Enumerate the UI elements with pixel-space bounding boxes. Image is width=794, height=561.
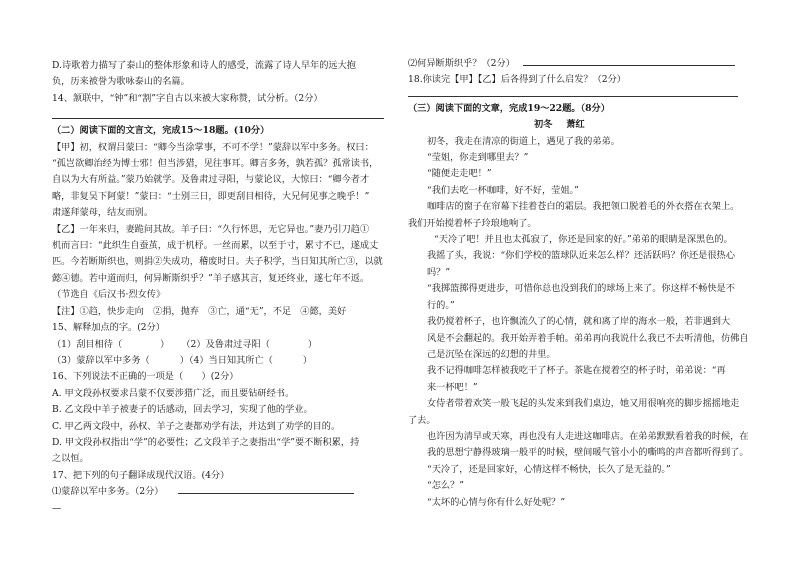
article-line: 我不记得咖啡怎样被我吃干了杯子。茶匙在搅着空的杯子时，弟弟说：“再 [427,365,726,377]
article-line: 我们开始搅着杯子玲琅地响了。 [408,217,537,229]
article-line: 了去。 [408,414,436,426]
article-line: “太坏的心情与你有什么好处呢？” [427,496,566,508]
article-line: 己是沉坠在深远的幻想的井里。 [427,348,556,360]
article-line: “天冷了吧！并且也太孤寂了，你还是回家的好。”弟弟的眼睛是深黑色的。 [434,234,733,246]
article-line: 我摇了头，我说：“你们学校的篮球队近来怎么样？还活跃吗？你还是很热心 [427,250,735,262]
answer-line-17-2 [523,56,735,66]
question-17: 17、把下列的句子翻译成现代汉语。(4分） [52,469,230,481]
article-body [408,134,748,511]
passage-notes: 【注】①趋，快步走向 ②捐，抛弃 ③亡，通“无”，不足 ④懿，美好 [52,305,347,317]
question-16: 16、下列说法不正确的一项是（ ）(2分） [52,371,239,383]
answer-line-17-1 [178,484,354,494]
article-line: “天冷了，还是回家好，心情这样不畅快，长久了是无益的。” [427,463,671,475]
section-2-title: （二）阅读下面的文言文，完成15～18题。(10分） [52,125,270,137]
article-line: 也许因为清早或天寒，再也没有人走进这咖啡店。在弟弟默默看着我的时候，在 [427,430,749,442]
article-line: 初冬，我走在清凉的街道上，遇见了我的弟弟。 [427,135,620,147]
question-15-row: （3）蒙辞以军中多务（ ）（4）当日知其所亡（ ） [52,354,313,366]
question-17-2: ⑵何异断斯织乎？（2分） [408,56,748,72]
article-line: “怎么？” [427,480,464,492]
question-14: 14、颔联中，“钟”和“割”字自古以来被大家称赞，试分析。（2分） [52,92,323,104]
left-column [52,58,384,517]
article-heading [408,117,748,133]
question-16-option: D. 甲文段孙权指出“学”的必要性；乙文段羊子之妻指出“学”要不断积累，持 [52,436,360,448]
article-line: “莹姐，你走到哪里去？” [427,152,529,164]
article-line: 来一杯吧！” [427,381,478,393]
article-line: “随便走走吧！” [427,168,492,180]
article-line: “我掷篮掷得更进步，可惜你总也没到我们的球场上来了。你这样不畅快是不 [427,283,735,295]
passage-jia-line: 自以为大有所益。”蒙乃始就学。及鲁肃过寻阳，与蒙论议，大惊曰：“卿今者才 [52,174,370,186]
article-line: 我的思想宁静得玻璃一般平的时候，壁间暖气管小小的嘶鸣的声音都听得到了。 [427,447,749,459]
right-column [408,56,748,511]
question-15: 15、解释加点的字。(2分） [52,322,165,334]
q15-item-label: （2）及鲁肃过寻阳（ [181,338,270,350]
question-16-option: C. 甲乙两文段中，孙权、羊子之妻都劝学有法，并达到了劝学的目的。 [52,420,341,432]
passage-jia-line: 肃遂拜蒙母，结友而别。 [52,207,154,219]
question-16-option: A. 甲文段孙权要求吕蒙不仅要涉猎广泛，而且要钻研经书。 [52,387,295,399]
article-title: 初冬 [534,119,553,131]
question-18: 18.你读完【甲】【乙】后各得到了什么启发？（2分） [408,74,626,86]
article-line: 我仍搅着杯子，也许飘流久了的心情，就和离了岸的海水一般，若非遇到大 [427,316,731,328]
answer-dash: — [52,502,62,514]
passage-jia-line: “孤岂欲卿治经为博士邪！但当涉猎，见往事耳。卿言多务，孰若孤？孤常读书， [52,158,379,170]
article-line: 吗？” [427,266,451,278]
passage-yi-line: 机而言曰：“此织生自蚕茧，成于机杼。一丝而累，以至于寸，累寸不已，遂成丈 [52,240,379,252]
question-16-option: 之以恒。 [52,453,89,465]
article-line: 女侍者带着欢笑一般飞起的头发来到我们桌边，她又用很响亮的脚步摇摇地走 [427,398,740,410]
question-15-row: （1）刮目相待（ ） （2）及鲁肃过寻阳（ ） [52,338,318,350]
passage-yi-line: 匹。今若断斯织也，则捐②失成功，稽废时日。夫子积学，当日知其所亡③，以就 [52,256,383,268]
article-line: 行的。” [427,299,455,311]
passage-yi-line: 懿④德。若中道而归，何异断斯织乎？”羊子感其言，复还终业，遂七年不返。 [52,272,370,284]
q15-item-label: （1）刮目相待（ [52,338,123,350]
option-d-line-1: D.诗歌着力描写了泰山的整体形象和诗人的感受，流露了诗人早年的远大抱 [52,60,356,71]
passage-jia-line: 【甲】初，权谓吕蒙曰：“卿今当涂掌事，不可不学！”蒙辞以军中多务。权曰： [52,141,374,153]
option-d-line-2: 负，历来被誉为歌咏泰山的名篇。 [52,76,190,88]
passage-yi-line: 【乙】一年来归，妻跪问其故。羊子曰：“久行怀思，无它异也。”妻乃引刀趋① [52,223,370,235]
article-line: “我们去吃一杯咖啡，好不好，莹姐。” [427,184,579,196]
section-3-title: （三）阅读下面的文章，完成19～22题。（8分） [408,102,610,114]
question-16-option: B. 乙文段中羊子被妻子的话感动，回去学习，实现了他的学业。 [52,404,313,416]
article-author: 萧红 [566,119,585,131]
question-17-1: ⑴蒙辞以军中多务。（2分） [52,484,384,500]
q15-item-label: （4）当日知其所亡（ [188,354,273,366]
article-line: 风是不会翻起的。我开始弄着手帕。弟弟再向我说什么我已不去听清他，仿佛自 [427,332,749,344]
q15-item-label: （3）蒙辞以军中多务（ [52,354,150,366]
passage-source: （节选自《后汉书·烈女传》 [52,289,166,301]
article-line: 咖啡店的窗子在帘幕下挂着苍白的霜层。我把领口脱着毛的外衣搭在衣架上。 [427,201,740,213]
passage-jia-line: 略，非复吴下阿蒙！”蒙曰：“士别三日，即更刮目相待，大兄何见事之晚乎！” [52,190,370,202]
